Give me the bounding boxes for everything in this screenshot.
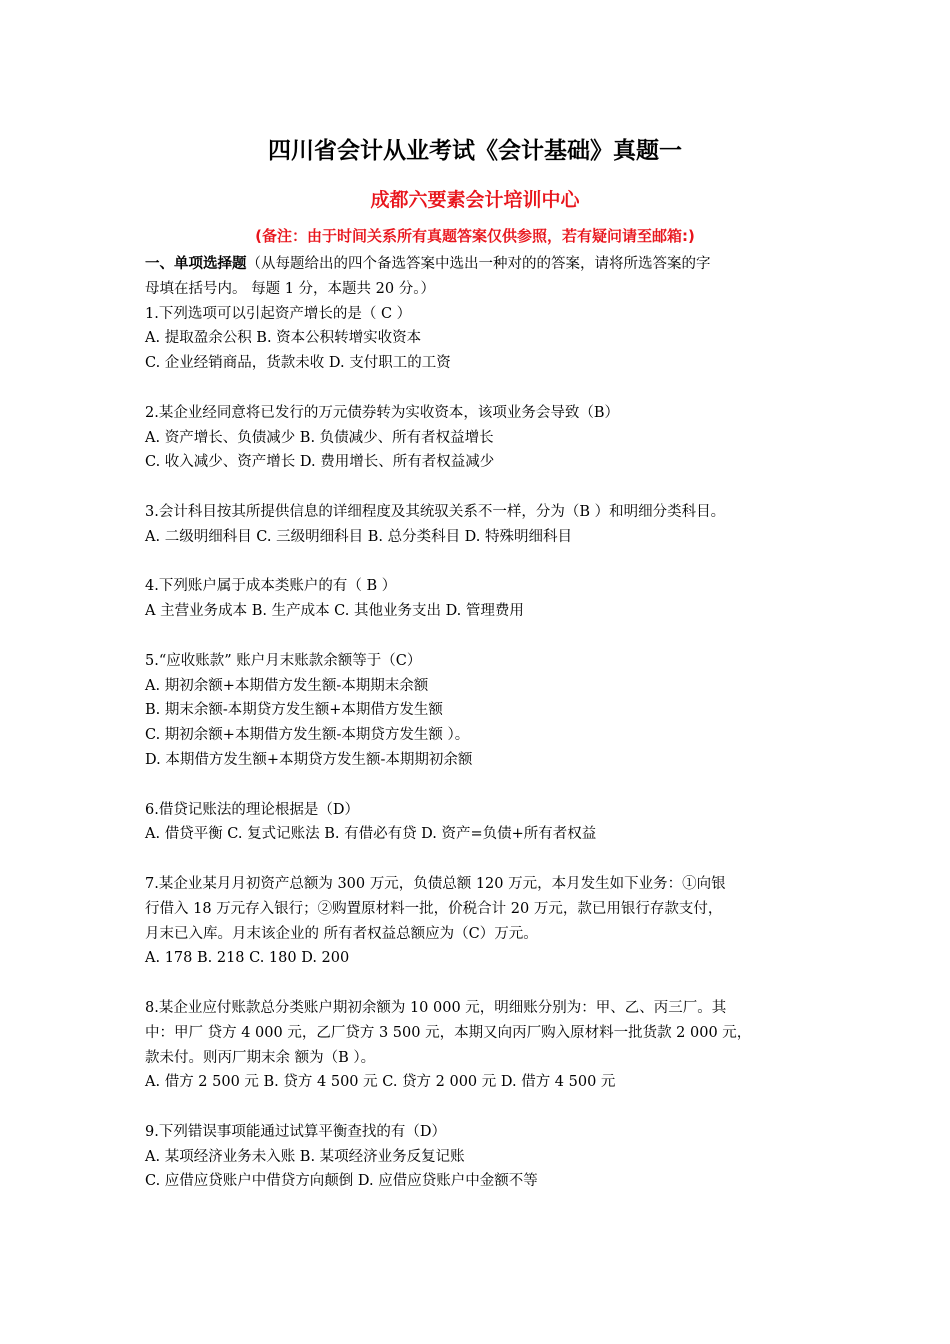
section-heading: 一、单项选择题 xyxy=(145,256,247,272)
question-line: A 主营业务成本 B. 生产成本 C. 其他业务支出 D. 管理费用 xyxy=(145,603,524,620)
question-line: C. 期初余额+本期借方发生额-本期贷方发生额 ）。 xyxy=(145,727,470,744)
question-block xyxy=(145,574,815,624)
question-stem: 8.某企业应付账款总分类账户期初余额为 10 000 元，明细账分别为：甲、乙、丙三厂。其 xyxy=(145,999,727,1016)
question-stem: 7.某企业某月月初资产总额为 300 万元，负债总额 120 万元，本月发生如下业务：①向银 xyxy=(145,875,726,892)
page-title: 四川省会计从业考试《会计基础》真题一 xyxy=(268,138,682,164)
section-instruction-continued: 母填在括号内。 每题 1 分，本题共 20 分。） xyxy=(145,280,435,297)
question-line: A. 二级明细科目 C. 三级明细科目 B. 总分类科目 D. 特殊明细科目 xyxy=(145,528,573,545)
question-stem: 6.借贷记账法的理论根据是（D） xyxy=(145,801,359,818)
question-line: A. 借方 2 500 元 B. 贷方 4 500 元 C. 贷方 2 000 元 D. 借方 4 500 元 xyxy=(145,1074,616,1091)
question-line: 中：甲厂 贷方 4 000 元，乙厂贷方 3 500 元，本期又向丙厂购入原材料一批货款 2 000 元， xyxy=(145,1024,752,1041)
question-block xyxy=(145,798,815,848)
spacer xyxy=(145,376,815,401)
question-line: A. 借贷平衡 C. 复式记账法 B. 有借必有贷 D. 资产=负债+所有者权益 xyxy=(145,826,597,843)
spacer xyxy=(145,773,815,798)
question-stem: 4.下列账户属于成本类账户的有（ B ） xyxy=(145,578,397,595)
question-line: 款未付。则丙厂期末余 额为（B ）。 xyxy=(145,1049,376,1066)
document-body xyxy=(145,252,815,1194)
spacer xyxy=(145,624,815,649)
question-block xyxy=(145,1120,815,1194)
spacer xyxy=(145,550,815,575)
question-line: A. 某项经济业务未入账 B. 某项经济业务反复记账 xyxy=(145,1148,465,1165)
question-stem: 3.会计科目按其所提供信息的详细程度及其统驭关系不一样，分为（B ）和明细分类科目。 xyxy=(145,503,726,520)
spacer xyxy=(145,1095,815,1120)
question-block xyxy=(145,500,815,550)
question-line: C. 企业经销商品，货款未收 D. 支付职工的工资 xyxy=(145,355,451,372)
question-line: C. 应借应贷账户中借贷方向颠倒 D. 应借应贷账户中金额不等 xyxy=(145,1173,538,1190)
question-line: C. 收入减少、资产增长 D. 费用增长、所有者权益减少 xyxy=(145,454,495,471)
question-block xyxy=(145,872,815,971)
question-line: B. 期末余额-本期贷方发生额+本期借方发生额 xyxy=(145,702,443,719)
training-center-subtitle: 成都六要素会计培训中心 xyxy=(370,189,580,211)
question-block xyxy=(145,401,815,475)
question-stem: 5.“应收账款” 账户月末账款余额等于（C） xyxy=(145,652,422,669)
question-line: A. 178 B. 218 C. 180 D. 200 xyxy=(145,950,350,967)
question-line: 月末已入库。月末该企业的 所有者权益总额应为（C）万元。 xyxy=(145,925,538,942)
question-list xyxy=(145,302,815,1195)
question-block xyxy=(145,996,815,1095)
section-intro xyxy=(145,252,815,277)
question-stem: 9.下列错误事项能通过试算平衡查找的有（D） xyxy=(145,1123,446,1140)
question-line: 行借入 18 万元存入银行；②购置原材料一批，价税合计 20 万元，款已用银行存款支付， xyxy=(145,900,723,917)
spacer xyxy=(145,847,815,872)
question-block xyxy=(145,302,815,376)
question-line: A. 期初余额+本期借方发生额-本期期末余额 xyxy=(145,677,429,694)
question-stem: 1.下列选项可以引起资产增长的是（ C ） xyxy=(145,305,412,322)
question-block xyxy=(145,649,815,773)
section-instruction: （从每题给出的四个备选答案中选出一种对的的答案，请将所选答案的字 xyxy=(246,256,711,272)
question-line: A. 提取盈余公积 B. 资本公积转增实收资本 xyxy=(145,330,422,347)
spacer xyxy=(145,475,815,500)
question-line: D. 本期借方发生额+本期贷方发生额-本期期初余额 xyxy=(145,751,473,768)
spacer xyxy=(145,971,815,996)
disclaimer-note: (备注：由于时间关系所有真题答案仅供参照，若有疑问请至邮箱:) xyxy=(255,227,695,245)
question-line: A. 资产增长、负债减少 B. 负债减少、所有者权益增长 xyxy=(145,429,494,446)
question-stem: 2.某企业经同意将已发行的万元债券转为实收资本，该项业务会导致（B） xyxy=(145,404,619,421)
